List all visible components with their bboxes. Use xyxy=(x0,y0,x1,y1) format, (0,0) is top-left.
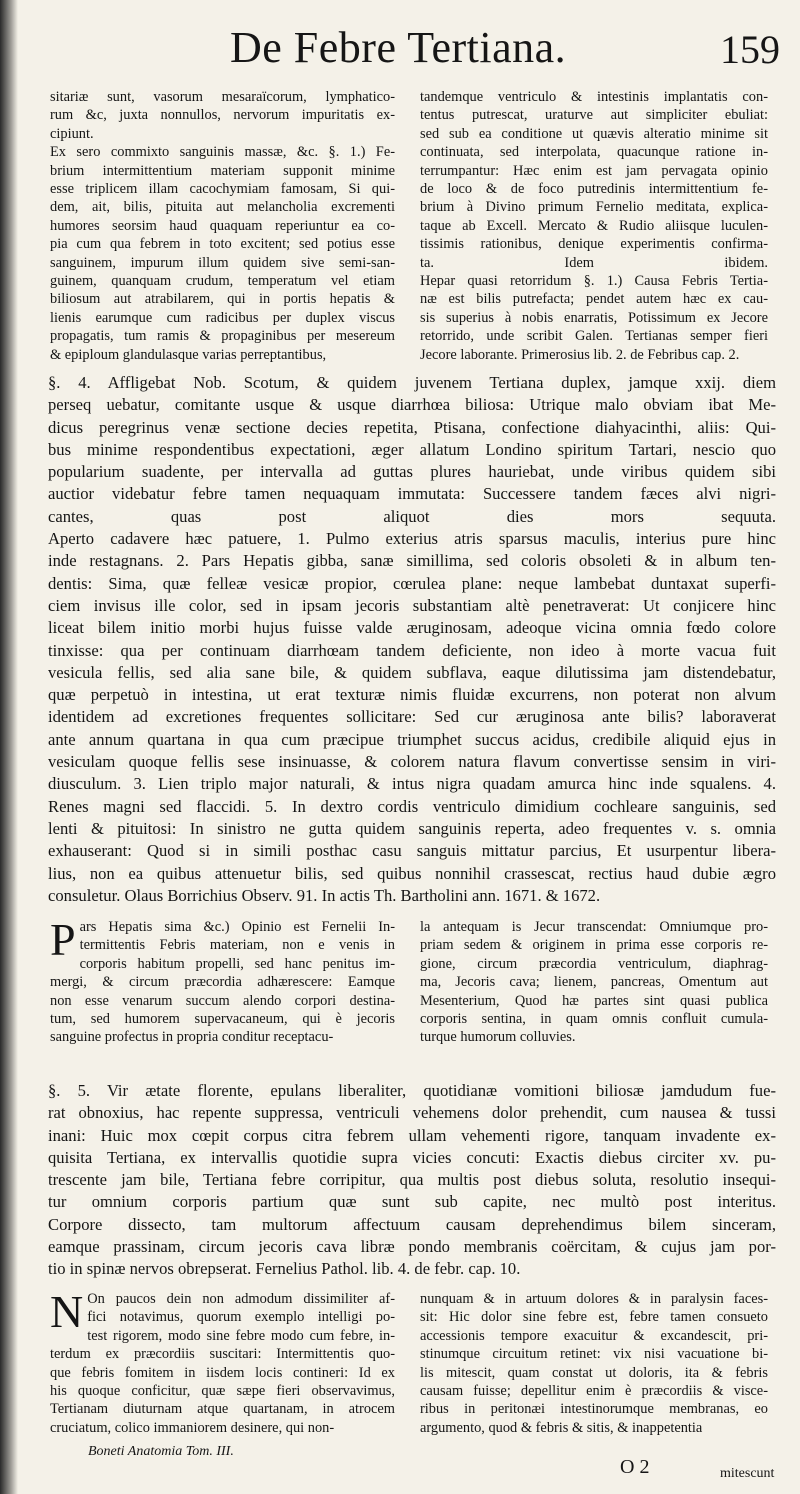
text-line: cipiunt. xyxy=(50,125,94,142)
text-line: retorrido, unde scribit Galen. Tertianas semper fieri xyxy=(420,328,768,345)
text-line: ma, Jecoris cava; lienem, pancreas, Omentum aut xyxy=(420,974,768,991)
text-line: inani: Huic mox cœpit corpus citra febrem ullam vehementi rigore, tanquam invadente ex- xyxy=(48,1125,776,1145)
text-line: identidem ad excretiones frequentes sollicitare: Sed cur æruginosa ante bilis? laboraverat xyxy=(48,707,776,727)
text-line: quisita Tertiana, ex intervallis quotidie supra vicies concuti: Exactis diebus circiter xv. pu- xyxy=(48,1147,776,1167)
text-line: brium intermittentium materiam supponit minime xyxy=(50,162,395,179)
text-line: cruciatum, colico immaniorem desinere, qui non- xyxy=(50,1419,335,1436)
text-line: causam fuisse; depellitur enim è præcordiis & visce- xyxy=(420,1383,768,1400)
text-line: corporis habitum propelli, sed hanc penitus im- xyxy=(79,955,395,972)
text-line: biliosum aut atrabilarem, qui in portis hepatis & xyxy=(50,291,395,308)
page-number: 159 xyxy=(720,27,780,72)
text-line: dicus peregrinus venæ sectione decies repetita, Ptisana, confectione diahyacinthi, aliis: Qui- xyxy=(48,417,776,437)
text-line: sed sub ea conditione ut quævis alteratio minime sit xyxy=(420,125,768,142)
text-line: sis superius à nobis enarratis, Potissimum ex Jecore xyxy=(420,309,768,326)
text-line: stinumque circuitum retinet: vix nisi vacuatione bi- xyxy=(420,1346,768,1363)
text-line: tio in spinæ nervos obrepserat. Fernelius Pathol. lib. 4. de febr. cap. 10. xyxy=(48,1259,521,1279)
observation-5-paragraph xyxy=(48,1080,776,1281)
text-line: lenti & pituitosi: In sinistro ne gutta quidem sanguinis reperta, adeo frequentes v. s. omnia xyxy=(48,818,776,838)
text-line: accessionis tempore exacuitur & excandescit, pri- xyxy=(420,1327,768,1344)
bottom-right-column xyxy=(420,1290,768,1437)
text-line: his quoque conficitur, quæ sæpe fieri observavimus, xyxy=(50,1383,395,1400)
footer-title: Boneti Anatomia Tom. III. xyxy=(88,1444,234,1459)
text-line: næ est bilis putrefacta; pendet autem hæc ex cau- xyxy=(420,291,768,308)
text-line: §. 5. Vir ætate florente, epulans liberaliter, quotidianæ vomitioni biliosæ jamdudum fue- xyxy=(48,1081,776,1100)
text-line: Tertianam diuturnam atque quartanam, in atrocem xyxy=(50,1401,395,1418)
text-line: tum, sed humorem supervacaneum, qui è jecoris xyxy=(50,1011,395,1028)
drop-cap: P xyxy=(50,914,76,965)
text-line: vesiculam quoque fellis sese insinuasse, & colorem natura flavum convertisse sensim in viri- xyxy=(48,752,776,772)
text-line: bus minime respondentibus expectationi, æger allatum Londino spiritum Tartari, nescio quo xyxy=(48,439,776,459)
text-line: sanguinem, impurum illum quidem sive semi-san- xyxy=(50,254,395,271)
text-line: terrumpantur: Hæc enim est jam pervagata opinio xyxy=(420,162,768,179)
text-line: rum &c, juxta nonnullos, nervorum impuritatis ex- xyxy=(50,107,395,124)
text-line: cantes, quas post aliquot dies mors sequuta. xyxy=(48,506,776,526)
text-line: gione, circum præcordia ventriculum, diaphrag- xyxy=(420,955,768,972)
text-line: eamque prassinam, circum jecoris cava libræ pondo membranis coërcitam, & cujus jam por- xyxy=(48,1237,776,1257)
text-line: auctior videbatur febre tamen nequaquam immutata: Successere tandem fæces alvi nigri- xyxy=(48,484,776,504)
text-line: taque ab Excell. Mercato & Rudio aliisque luculen- xyxy=(420,217,768,234)
text-line: esse triplicem illam cacochymiam famosam, Si qui- xyxy=(50,181,395,198)
middle-left-column xyxy=(50,914,395,1047)
text-line: perseq uebatur, comitante usque & usque diarrhœa biliosa: Utrique malo obviam ibat Me- xyxy=(48,395,776,415)
signature-mark: O 2 xyxy=(620,1456,650,1478)
text-line: Jecore laborante. Primerosius lib. 2. de Febribus cap. 2. xyxy=(420,346,740,363)
text-line: lienis earumque cum radicibus per duplex viscus xyxy=(50,309,395,326)
text-line: ta. Idem ibidem. xyxy=(420,254,768,271)
top-right-column xyxy=(420,88,768,364)
catchword: mitescunt xyxy=(720,1466,775,1481)
observation-4-paragraph xyxy=(48,372,776,907)
text-line: tandemque ventriculo & intestinis implantatis con- xyxy=(420,89,768,105)
text-line: Corpore dissecto, tam multorum affectuum causam deprehendimus bilem sinceram, xyxy=(48,1214,776,1234)
text-line: continuata, sed interpolata, quacunque ratione in- xyxy=(420,144,768,161)
text-line: liceat bilem initio morbi hujus fuisse valde æruginosam, adeoque vicina omnia fœdo colore xyxy=(48,618,776,638)
drop-cap: N xyxy=(50,1286,84,1337)
page-header xyxy=(200,22,790,72)
page-gutter-shadow xyxy=(0,0,18,1494)
text-line: tissimis rationibus, denique experimentis confirma- xyxy=(420,236,768,253)
text-line: pia cum qua febrem in toto excitent; sed potius esse xyxy=(50,236,395,253)
middle-right-column xyxy=(420,918,768,1047)
text-line: sit: Hic dolor sine febre est, febre tamen consueto xyxy=(420,1309,768,1326)
text-line: Hepar quasi retorridum §. 1.) Causa Febris Tertia- xyxy=(420,273,768,290)
text-line: quæ perpetuò in intestina, ut erat texturæ nimis fluidæ excurrens, non poterat non alvum xyxy=(48,685,776,705)
text-line: On paucos dein non admodum dissimiliter af- xyxy=(87,1291,395,1307)
text-line: rat obnoxius, hac repente suppressa, ventriculi vehemens dolor prehendit, cum nausea & tussi xyxy=(48,1103,776,1123)
text-line: turque humorum colluvies. xyxy=(420,1029,576,1046)
text-line: ribus in peritonæi intestinorumque membranas, eo xyxy=(420,1401,768,1418)
text-line: priam sedem & originem in prima esse corporis re- xyxy=(420,937,768,954)
text-line: ante annum quartana in qua cum præcipue triumphet succus acidus, credibile aliquid ejus in xyxy=(48,729,776,749)
text-line: corporis sentina, in quam omnis confluit cumula- xyxy=(420,1011,768,1028)
top-left-column xyxy=(50,88,395,364)
text-line: diusculum. 3. Lien triplo major naturali, & intus nigra quadam amurca hinc inde squalens. 4. xyxy=(48,774,776,794)
text-line: dentis: Sima, quæ felleæ vesicæ propior, cœrulea plane: neque lambebat duntaxat superfi- xyxy=(48,573,776,593)
text-line: sitariæ sunt, vasorum mesaraïcorum, lymphatico- xyxy=(50,89,395,105)
text-line: vesicula fellis, sed alia sane bile, & quidem subflava, eaque dilutissima jam distendebatur, xyxy=(48,662,776,682)
text-line: Renes magni sed flaccidi. 5. In dextro cordis ventriculo dimidium cochleare sanguinis, sed xyxy=(48,796,776,816)
text-line: nunquam & in artuum dolores & in paralysin faces- xyxy=(420,1291,768,1307)
text-line: argumento, quod & febris & sitis, & inappetentia xyxy=(420,1419,703,1436)
text-line: Mesenterium, Quod hæ partes sint quasi publica xyxy=(420,992,768,1009)
text-line: consuletur. Olaus Borrichius Observ. 91. In actis Th. Bartholini ann. 1671. & 1672. xyxy=(48,885,601,905)
running-title: De Febre Tertiana. xyxy=(230,23,567,72)
text-line: popularium suadente, per intervalla ad guttas plures hauriebat, unde viribus quidem sibi xyxy=(48,462,776,482)
text-line: ars Hepatis sima &c.) Opinio est Fernelii In- xyxy=(79,919,395,935)
text-line: dem, ait, bilis, pituita aut melancholia excrementi xyxy=(50,199,395,216)
text-line: lis mitescit, quam constat ut doloris, ita & febris xyxy=(420,1364,768,1381)
text-line: §. 4. Affligebat Nob. Scotum, & quidem juvenem Tertiana duplex, jamque xxij. diem xyxy=(48,373,776,392)
text-line: fici notavimus, quorum exemplo intelligi po- xyxy=(87,1309,395,1326)
text-line: & epiploum glandulasque varias perreptantibus, xyxy=(50,346,327,363)
text-line: tur omnium corporis partium quæ sunt sub capite, nec multò post interitus. xyxy=(48,1192,776,1212)
text-line: test rigorem, modo sine febre modo cum febre, in- xyxy=(87,1327,395,1344)
text-line: lius, non ea quibus attenuetur bilis, sed quibus nonnihil crassescat, rectius haud dubie ægro xyxy=(48,863,776,883)
bottom-left-column xyxy=(50,1286,395,1437)
text-line: guinem, quanquam crudum, temperatum vel etiam xyxy=(50,273,395,290)
text-line: exhauserant: Quod si in simili posthac casu sanguis mittatur parcius, Et usurpentur libera- xyxy=(48,841,776,861)
text-line: brium à Divino primum Fernelio meditata, explica- xyxy=(420,199,768,216)
text-line: tentus putrescat, uraturve aut simpliciter ebuliat: xyxy=(420,107,768,124)
text-line: propagatis, tum ramis & propaginibus per mesereum xyxy=(50,328,395,345)
text-line: humores seorsim haud quaquam reperiuntur ea co- xyxy=(50,217,395,234)
text-line: inde restagnans. 2. Pars Hepatis gibba, sanæ simillima, sed coloris obsoleti & in album ten- xyxy=(48,551,776,571)
text-line: non esse venarum succum alendo corpori destina- xyxy=(50,992,395,1009)
text-line: termittentis Febris materiam, non e venis in xyxy=(79,937,395,954)
text-line: mergi, & circum præcordia adhærescere: Eamque xyxy=(50,974,395,991)
text-line: de loco & de foco putredinis intermittentium fe- xyxy=(420,181,768,198)
text-line: Aperto cadavere hæc patuere, 1. Pulmo exterius atris sparsus maculis, interius pure hinc xyxy=(48,529,776,549)
text-line: tinxisse: qua per continuam diarrhœam tandem deficiente, non ideo à morte vacua fuit xyxy=(48,640,776,660)
text-line: Ex sero commixto sanguinis massæ, &c. §. 1.) Fe- xyxy=(50,144,395,161)
text-line: que febris fomitem in iisdem locis contineri: Id ex xyxy=(50,1364,395,1381)
text-line: ciem invisus ille color, sed in ipsam jecoris substantiam altè penetraverat: Ut conjicere hinc xyxy=(48,595,776,615)
text-line: terdum ex præcordiis suscitari: Intermittentis quo- xyxy=(50,1346,395,1363)
text-line: trescente jam bile, Tertiana febre corripitur, qua multis post diebus soluta, resolutio insequi- xyxy=(48,1170,776,1190)
text-line: sanguine profectus in propria conditur receptacu- xyxy=(50,1029,334,1046)
text-line: la antequam is Jecur transcendat: Omniumque pro- xyxy=(420,919,768,935)
